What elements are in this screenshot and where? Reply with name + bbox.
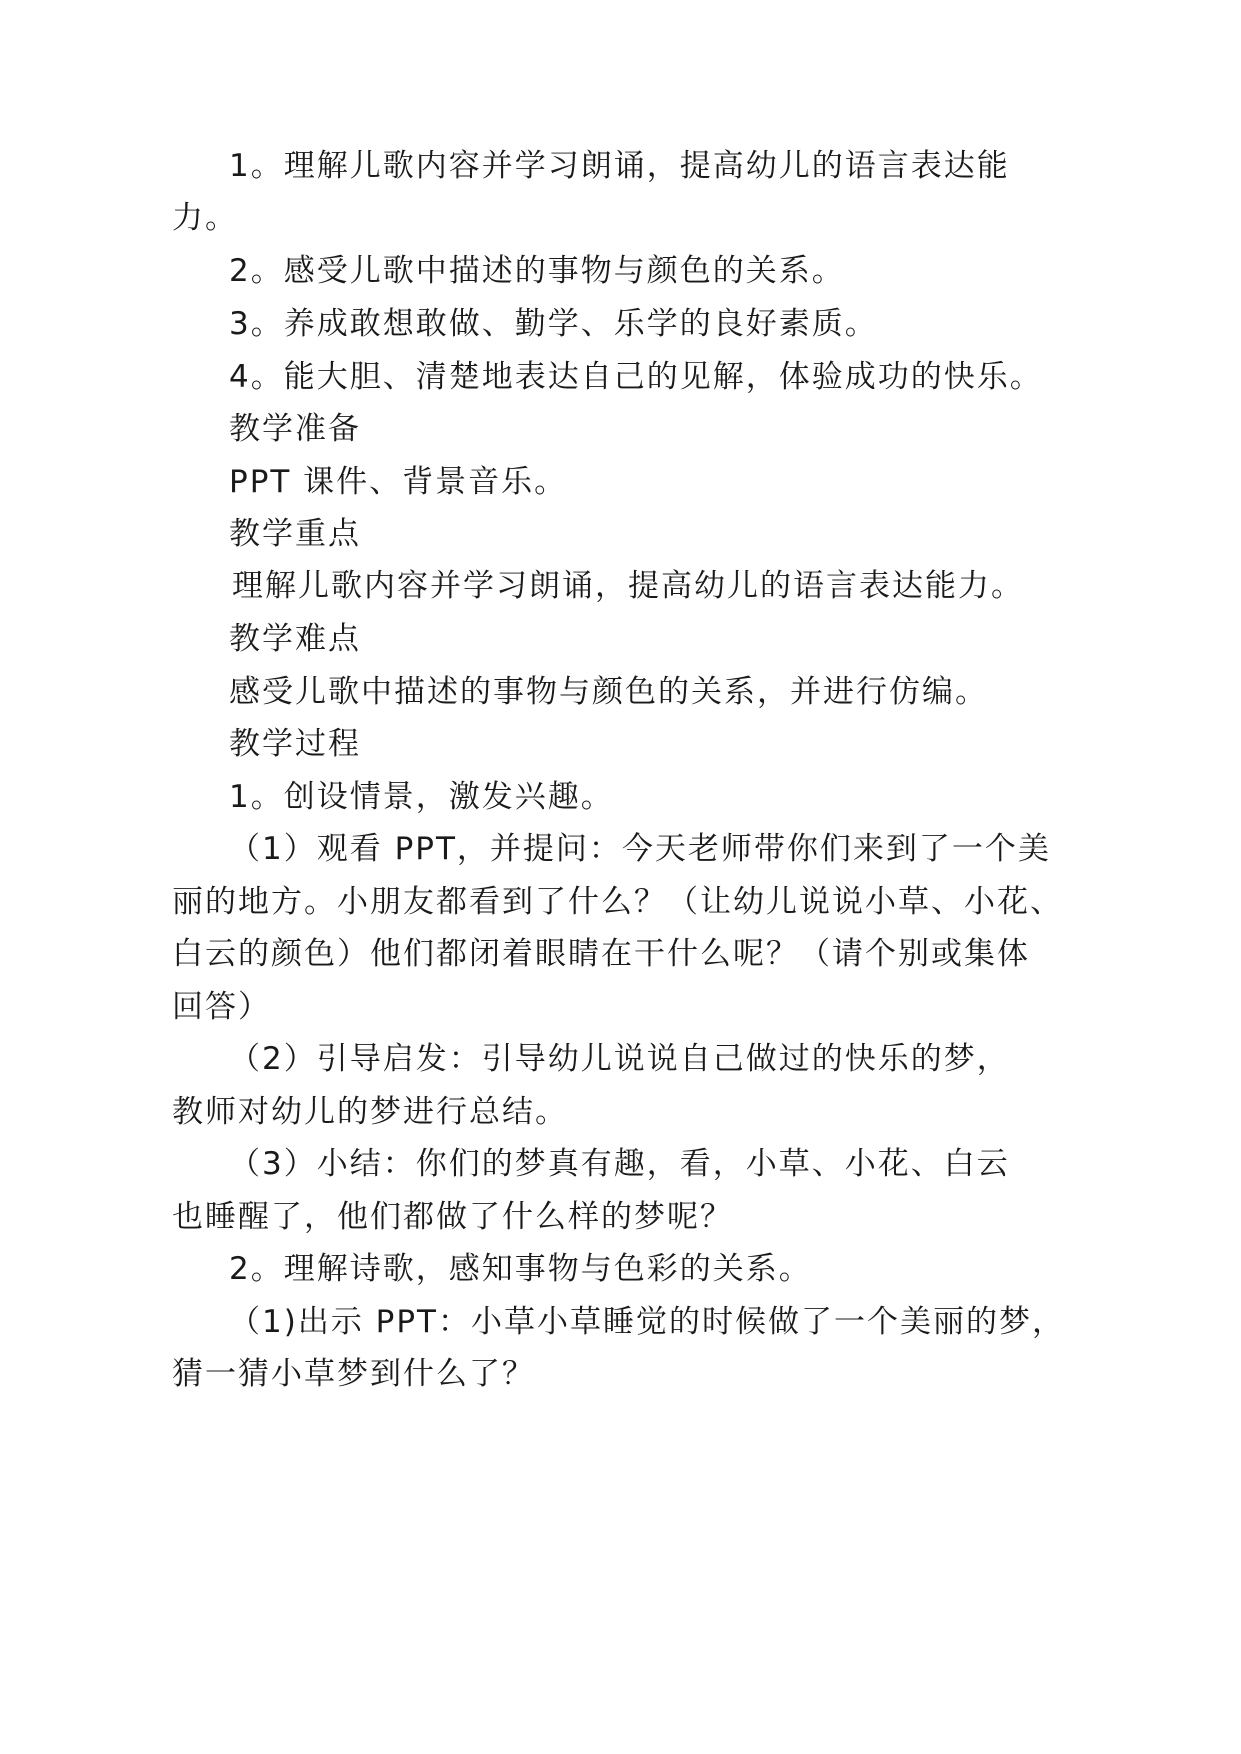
- section-heading: 教学难点: [229, 621, 361, 657]
- text-line: 也睡醒了，他们都做了什么样的梦呢？: [172, 1199, 733, 1235]
- text-line: PPT 课件、背景音乐。: [229, 464, 568, 500]
- text-line: （1）观看 PPT，并提问：今天老师带你们来到了一个美: [229, 831, 1051, 867]
- text-line: 3。养成敢想敢做、勤学、乐学的良好素质。: [229, 306, 878, 342]
- text-line: （2）引导启发：引导幼儿说说自己做过的快乐的梦，: [229, 1041, 1010, 1077]
- text-line: 2。感受儿歌中描述的事物与颜色的关系。: [229, 253, 845, 289]
- text-line: 回答）: [172, 989, 271, 1025]
- section-heading: 教学过程: [229, 726, 361, 762]
- section-heading: 教学准备: [229, 411, 361, 447]
- text-line: 1。创设情景，激发兴趣。: [229, 779, 614, 815]
- text-line: （1)出示 PPT：小草小草睡觉的时候做了一个美丽的梦，: [229, 1304, 1065, 1340]
- text-line: 猜一猜小草梦到什么了？: [172, 1356, 535, 1392]
- text-line: 丽的地方。小朋友都看到了什么？（让幼儿说说小草、小花、: [172, 884, 1063, 920]
- text-line: 白云的颜色）他们都闭着眼睛在干什么呢？（请个别或集体: [172, 936, 1030, 972]
- text-line: 4。能大胆、清楚地表达自己的见解，体验成功的快乐。: [229, 359, 1043, 395]
- text-line: 理解儿歌内容并学习朗诵，提高幼儿的语言表达能力。: [232, 568, 1024, 604]
- text-line: 1。理解儿歌内容并学习朗诵，提高幼儿的语言表达能: [229, 148, 1010, 184]
- text-line: 2。理解诗歌，感知事物与色彩的关系。: [229, 1251, 812, 1287]
- section-heading: 教学重点: [229, 516, 361, 552]
- text-line: 感受儿歌中描述的事物与颜色的关系，并进行仿编。: [229, 674, 988, 710]
- text-line: 教师对幼儿的梦进行总结。: [172, 1094, 568, 1130]
- text-line: 力。: [172, 200, 238, 236]
- text-line: （3）小结：你们的梦真有趣，看，小草、小花、白云: [229, 1146, 1010, 1182]
